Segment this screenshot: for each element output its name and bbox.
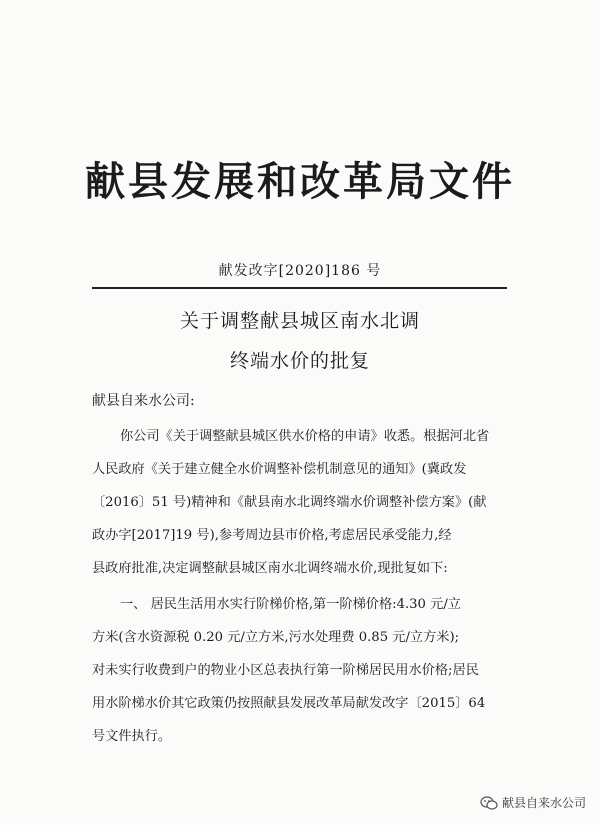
salutation: 献县自来水公司: (92, 393, 195, 409)
org-header: 献县发展和改革局文件 (85, 158, 515, 205)
wechat-icon (480, 796, 498, 810)
paragraph-line: 〔2016〕51 号)精神和《献县南水北调终端水价调整补偿方案》(献 (92, 495, 487, 510)
doc-title-line2: 终端水价的批复 (229, 350, 370, 372)
paragraph-line: 县政府批准,决定调整献县城区南水北调终端水价,现批复如下: (92, 561, 448, 576)
paragraph-1 (92, 420, 512, 585)
paragraph-line: 方米(含水资源税 0.20 元/立方米,污水处理费 0.85 元/立方米); (92, 630, 460, 645)
watermark-text: 献县自来水公司 (501, 796, 586, 810)
watermark (480, 794, 586, 811)
paragraph-line: 一、 居民生活用水实行阶梯价格,第一阶梯价格:4.30 元/立 (120, 597, 461, 612)
doc-title-line1: 关于调整献县城区南水北调 (179, 310, 420, 332)
paragraph-line: 人民政府《关于建立健全水价调整补偿机制意见的通知》(冀政发 (92, 462, 467, 477)
paragraph-2 (92, 588, 512, 753)
doc-number: 献发改字[2020]186 号 (218, 263, 382, 279)
paragraph-line: 对未实行收费到户的物业小区总表执行第一阶梯居民用水价格;居民 (92, 663, 479, 678)
paragraph-line: 你公司《关于调整献县城区供水价格的申请》收悉。根据河北省 (120, 429, 490, 444)
header-divider (92, 287, 507, 289)
paragraph-line: 号文件执行。 (92, 729, 172, 744)
paragraph-line: 政办字[2017]19 号),参考周边县市价格,考虑居民承受能力,经 (92, 528, 452, 543)
paragraph-line: 用水阶梯水价其它政策仍按照献县发展改革局献发改字〔2015〕64 (92, 696, 486, 711)
